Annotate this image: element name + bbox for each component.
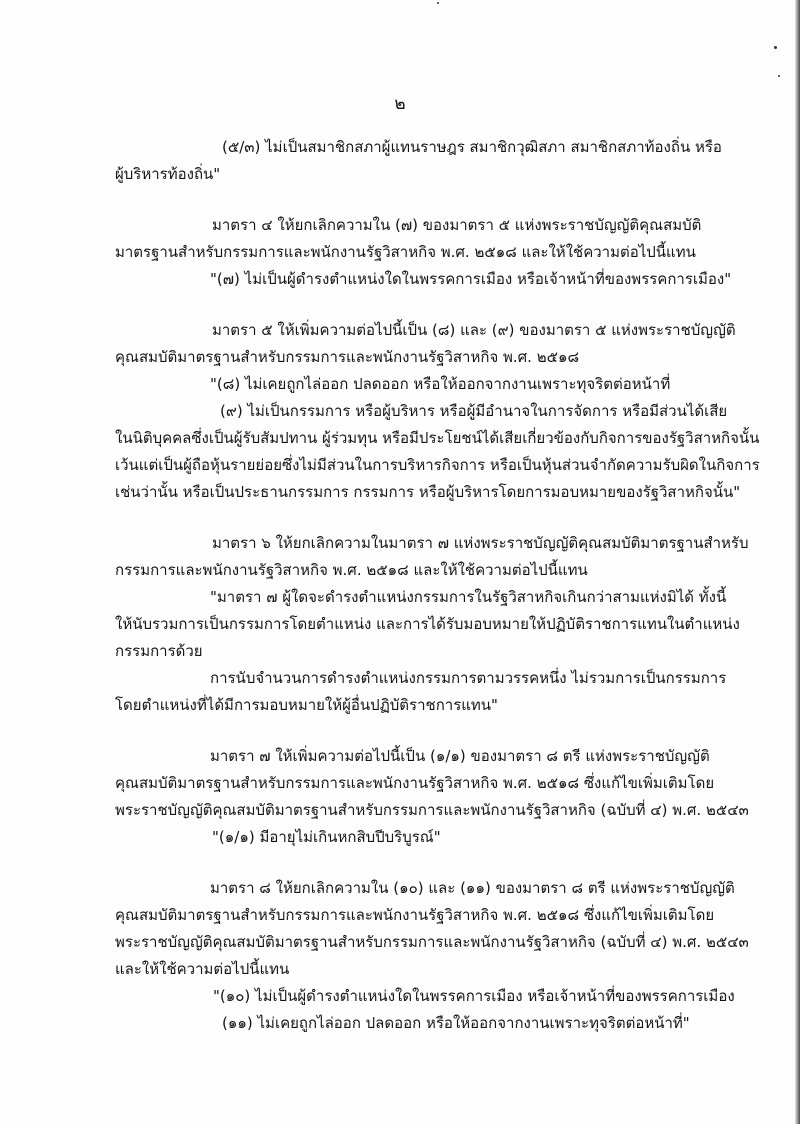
text-line: มาตรา ๗ ให้เพิ่มความต่อไปนี้เป็น (๑/๑) ของมาตรา ๘ ตรี แห่งพระราชบัญญัติ (210, 747, 710, 765)
text-line: ในนิติบุคคลซึ่งเป็นผู้รับสัมปทาน ผู้ร่วมทุน หรือมีประโยชน์ได้เสียเกี่ยวข้องกับกิจการของรัฐวิสาหกิจนั้น (115, 429, 760, 447)
text-line: มาตรา ๖ ให้ยกเลิกความในมาตรา ๗ แห่งพระราชบัญญัติคุณสมบัติมาตรฐานสำหรับ (212, 534, 749, 552)
text-line: มาตรา ๘ ให้ยกเลิกความใน (๑๐) และ (๑๑) ของมาตรา ๘ ตรี แห่งพระราชบัญญัติ (210, 879, 735, 897)
text-line: "(๑/๑) มีอายุไม่เกินหกสิบปีบริบูรณ์" (212, 828, 441, 846)
text-line: เว้นแต่เป็นผู้ถือหุ้นรายย่อยซึ่งไม่มีส่วนในการบริหารกิจการ หรือเป็นหุ้นส่วนจำกัดความรับผิดในกิจการ (115, 456, 760, 474)
scan-speck (778, 75, 780, 77)
text-line: มาตรา ๕ ให้เพิ่มความต่อไปนี้เป็น (๘) และ (๙) ของมาตรา ๕ แห่งพระราชบัญญัติ (212, 321, 736, 339)
text-line: กรรมการด้วย (115, 642, 203, 660)
text-line: "(๑๐) ไม่เป็นผู้ดำรงตำแหน่งใดในพรรคการเมือง หรือเจ้าหน้าที่ของพรรคการเมือง (213, 987, 735, 1005)
text-line: มาตรฐานสำหรับกรรมการและพนักงานรัฐวิสาหกิจ พ.ศ. ๒๕๑๘ และให้ใช้ความต่อไปนี้แทน (115, 243, 696, 261)
text-line: "(๘) ไม่เคยถูกไล่ออก ปลดออก หรือให้ออกจากงานเพราะทุจริตต่อหน้าที่ (210, 375, 671, 393)
text-line: พระราชบัญญัติคุณสมบัติมาตรฐานสำหรับกรรมการและพนักงานรัฐวิสาหกิจ (ฉบับที่ ๔) พ.ศ. ๒๕๔๓ (115, 801, 749, 819)
text-line: (๕/๓) ไม่เป็นสมาชิกสภาผู้แทนราษฎร สมาชิกวุฒิสภา สมาชิกสภาท้องถิ่น หรือ (222, 138, 722, 156)
text-line: คุณสมบัติมาตรฐานสำหรับกรรมการและพนักงานรัฐวิสาหกิจ พ.ศ. ๒๕๑๘ ซึ่งแก้ไขเพิ่มเติมโดย (115, 906, 715, 924)
text-line: มาตรา ๔ ให้ยกเลิกความใน (๗) ของมาตรา ๕ แห่งพระราชบัญญัติคุณสมบัติ (212, 216, 702, 234)
text-line: ผู้บริหารท้องถิ่น" (115, 165, 221, 183)
text-line: "(๗) ไม่เป็นผู้ดำรงตำแหน่งใดในพรรคการเมือง หรือเจ้าหน้าที่ของพรรคการเมือง" (210, 270, 732, 288)
text-line: ให้นับรวมการเป็นกรรมการโดยตำแหน่ง และการได้รับมอบหมายให้ปฏิบัติราชการแทนในตำแหน่ง (115, 615, 740, 633)
text-line: (๙) ไม่เป็นกรรมการ หรือผู้บริหาร หรือผู้มีอำนาจในการจัดการ หรือมีส่วนได้เสีย (220, 402, 728, 420)
text-line: กรรมการและพนักงานรัฐวิสาหกิจ พ.ศ. ๒๕๑๘ และให้ใช้ความต่อไปนี้แทน (115, 561, 588, 579)
scan-speck (774, 46, 777, 49)
text-line: เช่นว่านั้น หรือเป็นประธานกรรมการ กรรมการ หรือผู้บริหารโดยการมอบหมายของรัฐวิสาหกิจนั้น" (115, 483, 741, 501)
text-line: คุณสมบัติมาตรฐานสำหรับกรรมการและพนักงานรัฐวิสาหกิจ พ.ศ. ๒๕๑๘ (115, 348, 580, 366)
scan-edge-shadow (795, 0, 800, 1124)
text-line: และให้ใช้ความต่อไปนี้แทน (115, 960, 290, 978)
text-line: (๑๑) ไม่เคยถูกไล่ออก ปลดออก หรือให้ออกจากงานเพราะทุจริตต่อหน้าที่" (222, 1014, 690, 1032)
scan-speck (437, 2, 439, 4)
text-line: "มาตรา ๗ ผู้ใดจะดำรงตำแหน่งกรรมการในรัฐวิสาหกิจเกินกว่าสามแห่งมิได้ ทั้งนี้ (210, 588, 727, 606)
page-number: ๒ (394, 94, 406, 114)
text-line: การนับจำนวนการดำรงตำแหน่งกรรมการตามวรรคหนึ่ง ไม่รวมการเป็นกรรมการ (210, 669, 727, 687)
text-line: พระราชบัญญัติคุณสมบัติมาตรฐานสำหรับกรรมการและพนักงานรัฐวิสาหกิจ (ฉบับที่ ๔) พ.ศ. ๒๕๔๓ (115, 933, 749, 951)
text-line: คุณสมบัติมาตรฐานสำหรับกรรมการและพนักงานรัฐวิสาหกิจ พ.ศ. ๒๕๑๘ ซึ่งแก้ไขเพิ่มเติมโดย (115, 774, 715, 792)
text-line: โดยตำแหน่งที่ได้มีการมอบหมายให้ผู้อื่นปฏิบัติราชการแทน" (115, 696, 498, 714)
